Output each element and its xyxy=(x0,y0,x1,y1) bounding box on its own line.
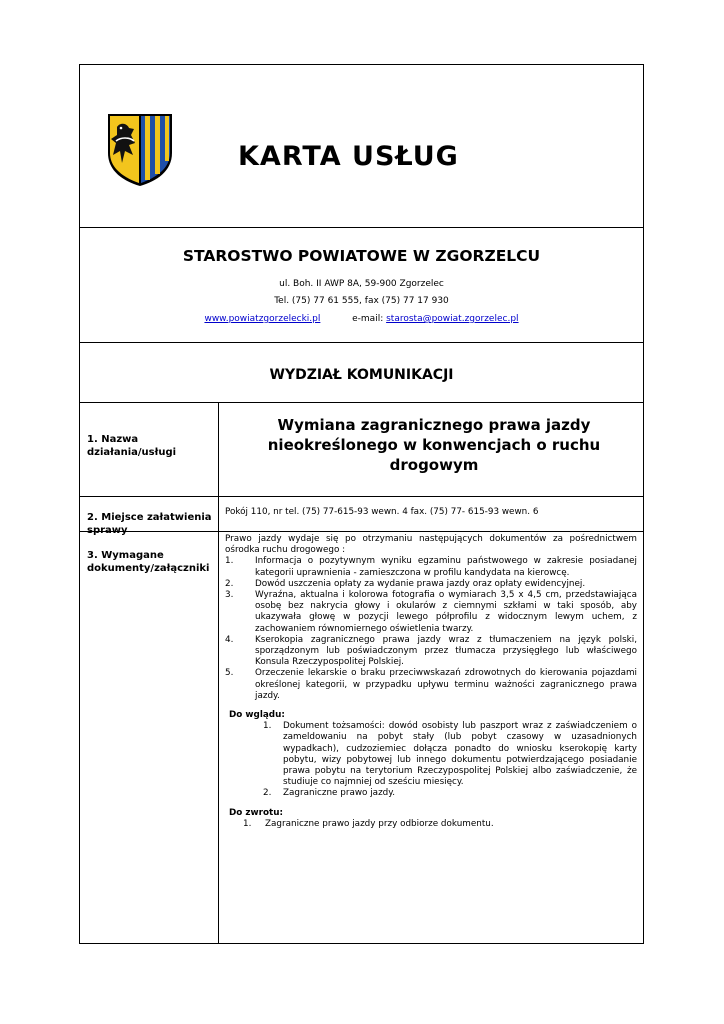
office-name: STAROSTWO POWIATOWE W ZGORZELCU xyxy=(182,247,541,265)
email-label: e-mail: xyxy=(352,314,384,324)
office-phone: Tel. (75) 77 61 555, fax (75) 77 17 930 xyxy=(274,296,449,306)
service-card xyxy=(79,64,644,944)
list-item: 5. Orzeczenie lekarskie o braku przeciwwskazań zdrowotnych do kierowania pojazdami określonej kategorii, w przypadku upływu terminu ważności zagranicznego prawa jazdy. xyxy=(225,668,637,701)
location-row xyxy=(80,497,643,536)
return-heading: Do zwrotu: xyxy=(229,807,284,818)
view-heading: Do wglądu: xyxy=(229,710,285,721)
department-row xyxy=(80,343,643,403)
documents-list xyxy=(225,534,637,830)
list-item: 3. Wyraźna, aktualna i kolorowa fotografia o wymiarach 3,5 x 4,5 cm, przedstawiająca osobę bez nakrycia głowy i okularów z ciemnymi szkłami w taki sposób, aby ukazywała głowę w pozycji lewego półprofilu z widocznym lewym uchem, z zachowaniem równomiernego oświetlenia twarzy. xyxy=(225,590,637,634)
office-row xyxy=(80,228,643,343)
list-item: 1. Dokument tożsamości: dowód osobisty lub paszport wraz z zaświadczeniem o zameldowaniu na pobyt stały (lub pobyt czasowy w uzasadnionych wypadkach), cudzoziemiec dołącza ponadto do wniosku kserokopię karty pobytu, wizy pobytowej lub innego dokumentu potwierdzającego posiadanie prawa pobytu na terytorium Rzeczypospolitej Polskiej albo zaświadczenie, że studiuje co najmniej od sześciu miesięcy. xyxy=(263,721,637,788)
list-item: 2. Zagraniczne prawo jazdy. xyxy=(263,788,396,799)
coat-of-arms-logo xyxy=(107,113,173,187)
service-name: Wymiana zagranicznego prawa jazdy nieokreślonego w konwencjach o ruchu drogowym xyxy=(267,416,601,474)
email-link[interactable]: starosta@powiat.zgorzelec.pl xyxy=(386,314,519,324)
page-title: KARTA USŁUG xyxy=(238,141,459,172)
website-link[interactable]: www.powiatzgorzelecki.pl xyxy=(204,314,321,324)
list-item: 1. Informacja o pozytywnym wyniku egzaminu państwowego w zakresie posiadanej kategorii uprawnienia - zamieszczona w profilu kandydata na kierowcę. xyxy=(225,556,637,578)
office-address: ul. Boh. II AWP 8A, 59-900 Zgorzelec xyxy=(279,279,444,289)
list-item: 2. Dowód uszczenia opłaty za wydanie prawa jazdy oraz opłaty ewidencyjnej. xyxy=(225,578,586,589)
documents-row xyxy=(80,532,643,943)
location-value: Pokój 110, nr tel. (75) 77-615-93 wewn. 4 fax. (75) 77- 615-93 wewn. 6 xyxy=(225,507,539,517)
department-name: WYDZIAŁ KOMUNIKACJI xyxy=(269,367,454,383)
list-item: 1. Zagraniczne prawo jazdy przy odbiorze dokumentu. xyxy=(243,818,494,829)
section-3-label: 3. Wymagane dokumenty/załączniki xyxy=(87,550,210,574)
service-name-row xyxy=(80,403,643,497)
list-item: 4. Kserokopia zagranicznego prawa jazdy wraz z tłumaczeniem na język polski, sporządzonym lub poświadczonym przez tłumacza przysięgłego lub właściwego Konsula Rzeczypospolitej Polskiej. xyxy=(225,634,637,668)
header-row xyxy=(80,65,643,228)
section-2-label: 2. Miejsce załatwienia sprawy xyxy=(87,512,212,536)
documents-intro: Prawo jazdy wydaje się po otrzymaniu następujących dokumentów za pośrednictwem ośrodka ruchu drogowego : xyxy=(225,534,637,556)
office-contact xyxy=(80,314,643,324)
section-1-label: 1. Nazwa działania/usługi xyxy=(87,434,177,458)
